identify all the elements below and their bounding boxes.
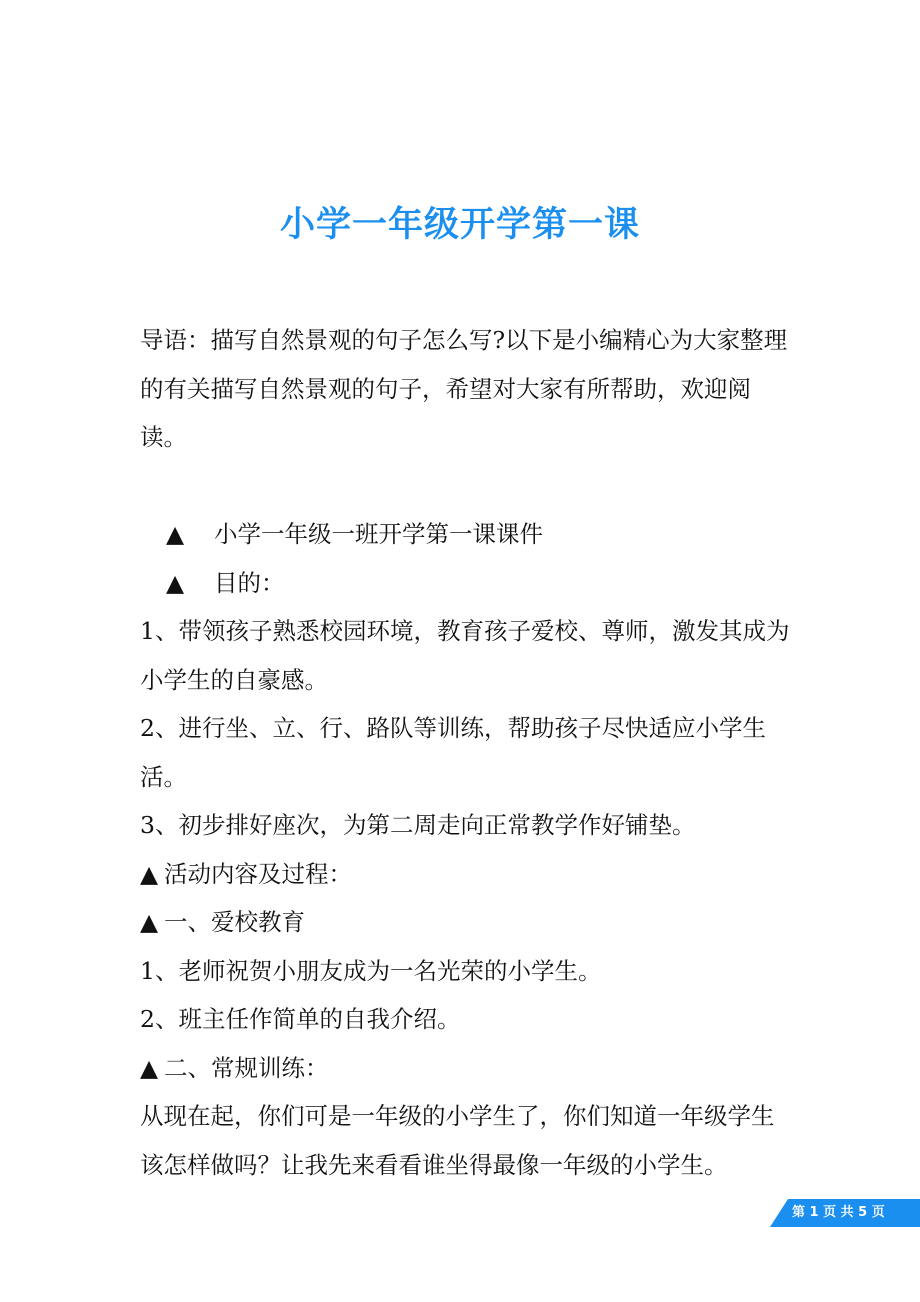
triangle-bullet-icon: ▲ [140,859,159,888]
page-number-label: 第 1 页 共 5 页 [792,1205,885,1220]
list-item-2: 2、班主任作简单的自我介绍。 [140,1005,461,1033]
heading-activity [140,850,790,899]
triangle-bullet-icon: ▲ [166,520,185,548]
heading-goal [140,559,790,608]
goal-item-2: 2、进行坐、立、行、路队等训练，帮助孩子尽快适应小学生活。 [140,714,766,791]
heading-section-2-text: 二、常规训练： [164,1053,329,1082]
triangle-bullet-icon: ▲ [140,908,159,936]
closing-paragraph: 从现在起，你们可是一年级的小学生了，你们知道一年级学生该怎样做吗？让我先来看看谁坐得最像一年级的小学生。 [140,1102,775,1179]
heading-courseware-text: 小学一年级一班开学第一课课件 [214,520,543,548]
heading-courseware [140,510,790,559]
heading-goal-text: 目的： [214,568,285,597]
triangle-bullet-icon: ▲ [140,1053,159,1082]
goal-item-1: 1、带领孩子熟悉校园环境，教育孩子爱校、尊师，激发其成为小学生的自豪感。 [140,617,790,694]
heading-section-1 [140,898,790,947]
goal-item-3: 3、初步排好座次，为第二周走向正常教学作好铺垫。 [140,811,696,839]
heading-section-2 [140,1044,790,1093]
list-item-1: 1、老师祝贺小朋友成为一名光荣的小学生。 [140,956,602,985]
document-title: 小学一年级开学第一课 [279,205,640,245]
document-body [140,316,790,1189]
triangle-bullet-icon: ▲ [166,568,185,597]
heading-activity-text: 活动内容及过程： [164,859,352,888]
intro-paragraph: 导语：描写自然景观的句子怎么写?以下是小编精心为大家整理的有关描写自然景观的句子，希望对大家有所帮助，欢迎阅读。 [140,326,788,451]
spacer [140,462,790,511]
heading-section-1-text: 一、爱校教育 [164,908,305,936]
